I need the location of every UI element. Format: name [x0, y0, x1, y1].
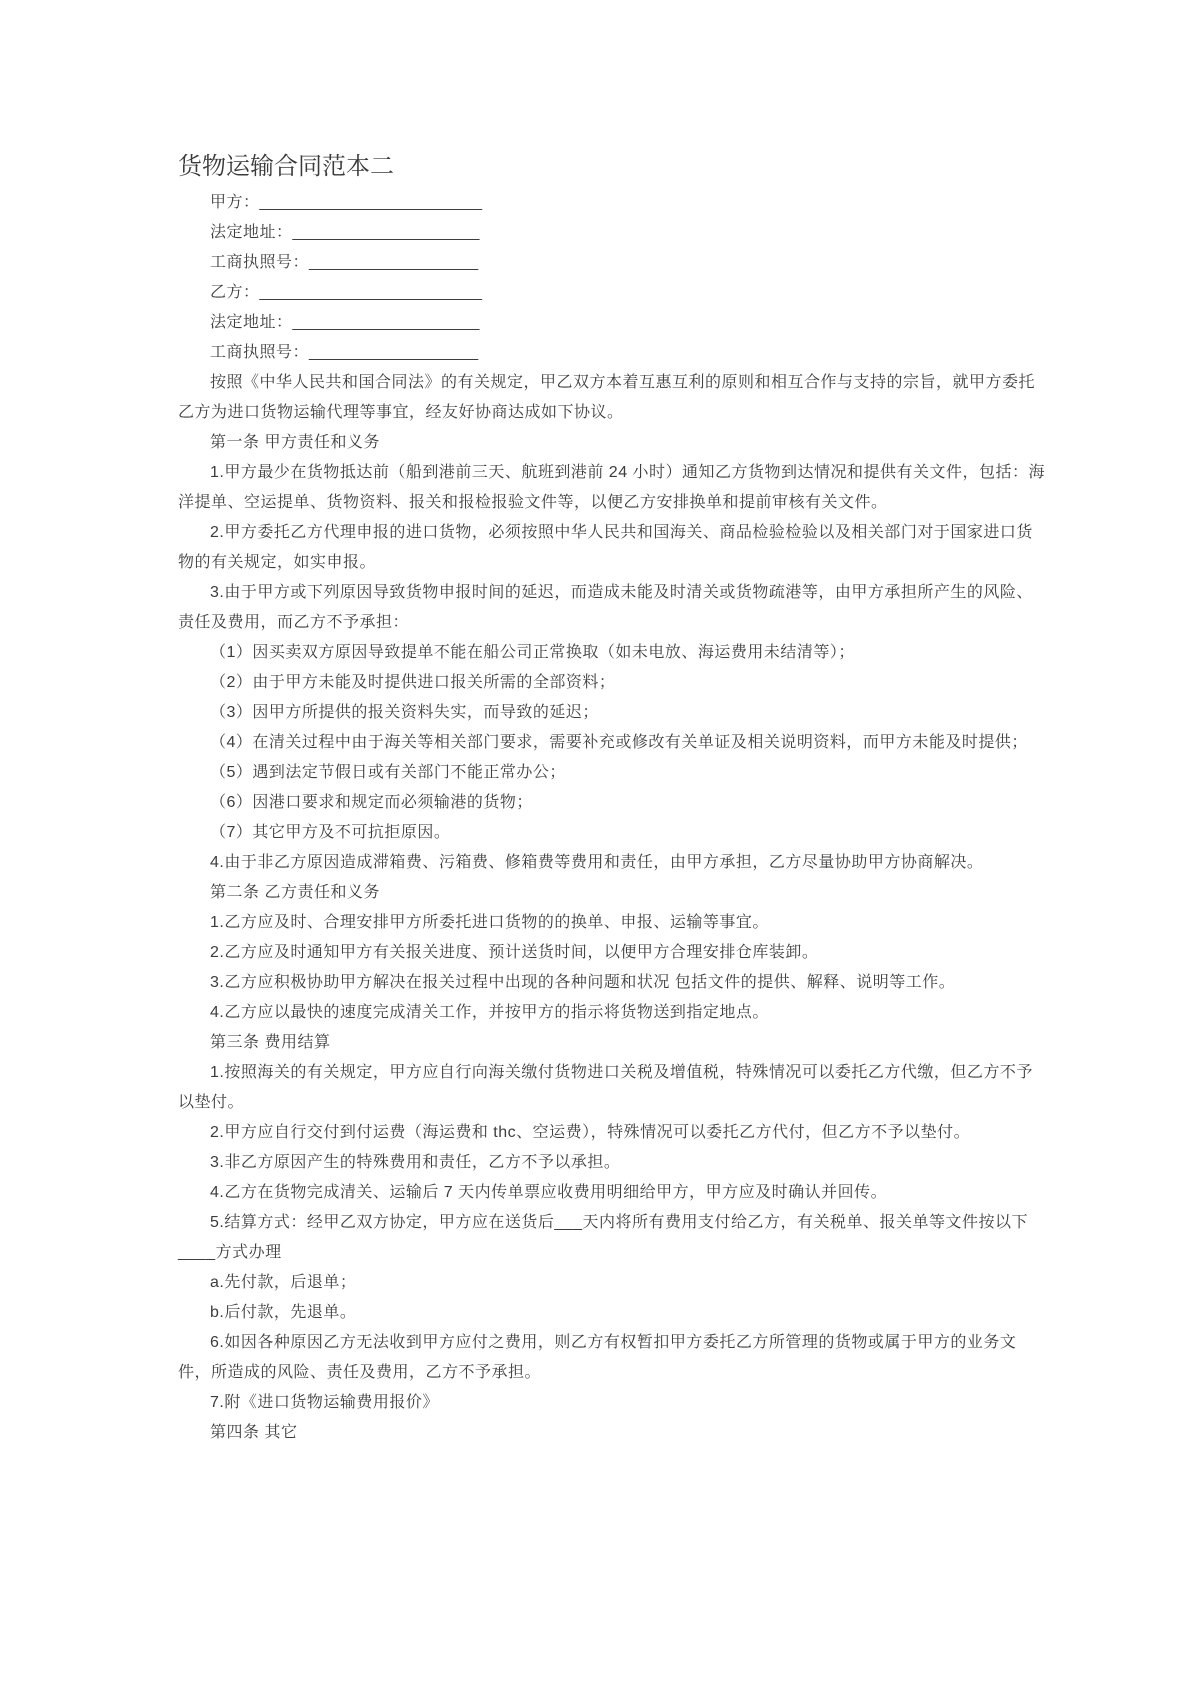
contract-paragraph: 2.乙方应及时通知甲方有关报关进度、预计送货时间，以便甲方合理安排仓库装卸。	[210, 944, 819, 961]
contract-body	[178, 368, 1046, 1448]
contract-paragraph: 第三条 费用结算	[210, 1034, 331, 1051]
field-label: 法定地址：	[210, 224, 293, 241]
field-line	[178, 338, 1046, 368]
contract-paragraph: a.先付款，后退单；	[210, 1274, 357, 1291]
contract-paragraph: （2）由于甲方未能及时提供进口报关所需的全部资料；	[210, 674, 616, 691]
contract-paragraph: 3.乙方应积极协助甲方解决在报关过程中出现的各种问题和状况 包括文件的提供、解释、说明等工作。	[210, 974, 956, 991]
field-blank-line: _____________________	[292, 224, 480, 241]
contract-content	[178, 188, 1046, 1448]
field-blank-line: _________________________	[259, 194, 482, 211]
contract-paragraph: 按照《中华人民共和国合同法》的有关规定，甲乙双方本着互惠互利的原则和相互合作与支持的宗旨，就甲方委托乙方为进口货物运输代理等事宜，经友好协商达成如下协议。	[178, 374, 1036, 421]
contract-paragraph: 4.乙方应以最快的速度完成清关工作，并按甲方的指示将货物送到指定地点。	[210, 1004, 769, 1021]
contract-paragraph: （7）其它甲方及不可抗拒原因。	[210, 824, 451, 841]
field-label: 乙方：	[210, 284, 260, 301]
contract-paragraph: 第一条 甲方责任和义务	[210, 434, 380, 451]
contract-paragraph: （5）遇到法定节假日或有关部门不能正常办公；	[210, 764, 566, 781]
contract-paragraph: 5.结算方式：经甲乙双方协定，甲方应在送货后___天内将所有费用支付给乙方，有关税单、报关单等文件按以下____方式办理	[178, 1214, 1029, 1261]
contract-paragraph: 6.如因各种原因乙方无法收到甲方应付之费用，则乙方有权暂扣甲方委托乙方所管理的货物或属于甲方的业务文件，所造成的风险、责任及费用，乙方不予承担。	[178, 1334, 1017, 1381]
contract-paragraph: 4.乙方在货物完成清关、运输后 7 天内传单票应收费用明细给甲方，甲方应及时确认并回传。	[210, 1184, 888, 1201]
field-line	[178, 218, 1046, 248]
contract-paragraph: （3）因甲方所提供的报关资料失实，而导致的延迟；	[210, 704, 599, 721]
field-label: 工商执照号：	[210, 344, 310, 361]
contract-paragraph: 2.甲方委托乙方代理申报的进口货物，必须按照中华人民共和国海关、商品检验检验以及相关部门对于国家进口货物的有关规定，如实申报。	[178, 524, 1033, 571]
contract-paragraph: 1.甲方最少在货物抵达前（船到港前三天、航班到港前 24 小时）通知乙方货物到达情况和提供有关文件，包括：海洋提单、空运提单、货物资料、报关和报检报验文件等，以便乙方安排换单和提前审核有关文件。	[178, 464, 1046, 511]
field-line	[178, 188, 1046, 218]
contract-paragraph: （1）因买卖双方原因导致提单不能在船公司正常换取（如未电放、海运费用未结清等）；	[210, 644, 855, 661]
contract-paragraph: （4）在清关过程中由于海关等相关部门要求，需要补充或修改有关单证及相关说明资料，而甲方未能及时提供；	[210, 734, 1028, 751]
contract-paragraph: b.后付款，先退单。	[210, 1304, 357, 1321]
contract-paragraph: 第二条 乙方责任和义务	[210, 884, 380, 901]
contract-paragraph: （6）因港口要求和规定而必须输港的货物；	[210, 794, 533, 811]
page-title: 货物运输合同范本二	[178, 154, 394, 180]
contract-paragraph: 1.按照海关的有关规定，甲方应自行向海关缴付货物进口关税及增值税，特殊情况可以委托乙方代缴，但乙方不予以垫付。	[178, 1064, 1033, 1111]
contract-paragraph: 3.由于甲方或下列原因导致货物申报时间的延迟，而造成未能及时清关或货物疏港等，由甲方承担所产生的风险、责任及费用，而乙方不予承担：	[178, 584, 1033, 631]
field-label: 工商执照号：	[210, 254, 310, 271]
field-line	[178, 308, 1046, 338]
contract-paragraph: 7.附《进口货物运输费用报价》	[210, 1394, 439, 1411]
field-blank-line: _________________________	[259, 284, 482, 301]
field-blank-line: _____________________	[292, 314, 480, 331]
contract-paragraph: 2.甲方应自行交付到付运费（海运费和 thc、空运费），特殊情况可以委托乙方代付，但乙方不予以垫付。	[210, 1124, 971, 1141]
field-label: 甲方：	[210, 194, 260, 211]
field-line	[178, 248, 1046, 278]
field-label: 法定地址：	[210, 314, 293, 331]
contract-paragraph: 4.由于非乙方原因造成滞箱费、污箱费、修箱费等费用和责任，由甲方承担，乙方尽量协助甲方协商解决。	[210, 854, 984, 871]
field-blank-line: ___________________	[309, 344, 479, 361]
party-fields	[178, 188, 1046, 368]
field-blank-line: ___________________	[309, 254, 479, 271]
contract-paragraph: 1.乙方应及时、合理安排甲方所委托进口货物的的换单、申报、运输等事宜。	[210, 914, 769, 931]
contract-paragraph: 第四条 其它	[210, 1424, 298, 1441]
field-line	[178, 278, 1046, 308]
contract-paragraph: 3.非乙方原因产生的特殊费用和责任，乙方不予以承担。	[210, 1154, 621, 1171]
